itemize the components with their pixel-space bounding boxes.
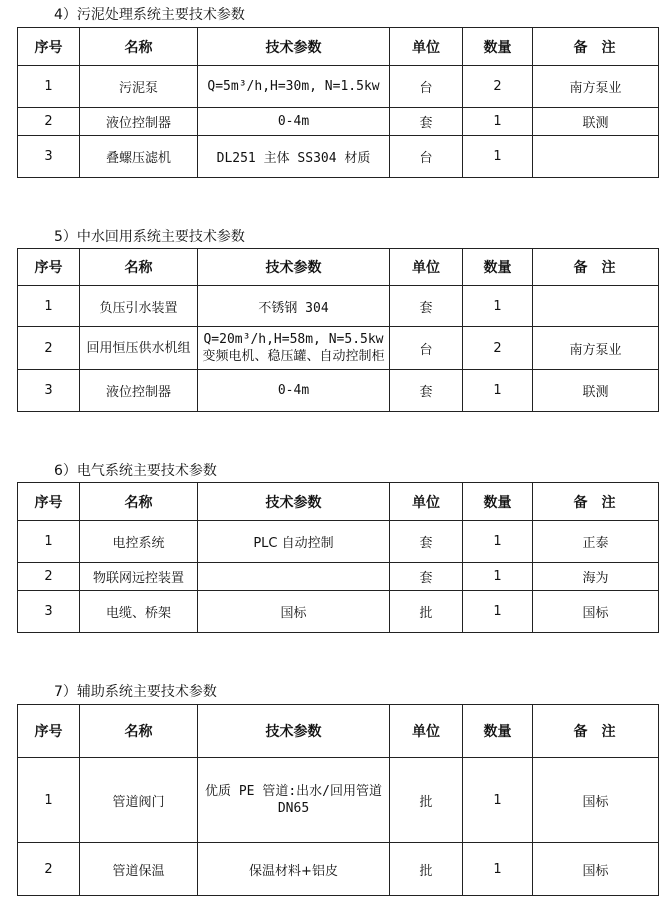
table-row <box>18 521 659 563</box>
table-header-row <box>18 705 659 758</box>
cell-qty: 1 <box>463 843 533 896</box>
table-row <box>18 843 659 896</box>
header-no: 序号 <box>18 249 80 286</box>
cell-no: 1 <box>18 66 80 108</box>
cell-name: 污泥泵 <box>80 66 198 108</box>
table-header-row <box>18 483 659 521</box>
table-electrical-system <box>17 482 659 633</box>
cell-name: 电控系统 <box>80 521 198 563</box>
cell-note: 南方泵业 <box>533 66 659 108</box>
header-note: 备注 <box>533 705 659 758</box>
cell-note <box>533 286 659 327</box>
cell-no: 1 <box>18 758 80 843</box>
section-title-electrical: 6）电气系统主要技术参数 <box>54 463 217 479</box>
cell-unit: 台 <box>390 136 463 178</box>
section-title-sludge: 4）污泥处理系统主要技术参数 <box>54 7 245 23</box>
header-name: 名称 <box>80 249 198 286</box>
header-no: 序号 <box>18 483 80 521</box>
cell-unit: 套 <box>390 108 463 136</box>
cell-no: 3 <box>18 591 80 633</box>
header-unit: 单位 <box>390 249 463 286</box>
cell-note: 联测 <box>533 108 659 136</box>
cell-qty: 1 <box>463 563 533 591</box>
cell-unit: 台 <box>390 66 463 108</box>
cell-params: Q=5m³/h,H=30m, N=1.5kw <box>198 66 390 108</box>
header-params: 技术参数 <box>198 705 390 758</box>
table-header-row <box>18 249 659 286</box>
cell-name: 管道保温 <box>80 843 198 896</box>
table-sludge-system <box>17 27 659 178</box>
cell-no: 3 <box>18 370 80 412</box>
table-row <box>18 66 659 108</box>
section-title-auxiliary: 7）辅助系统主要技术参数 <box>54 684 217 700</box>
table-row <box>18 563 659 591</box>
cell-unit: 套 <box>390 521 463 563</box>
cell-params <box>198 563 390 591</box>
cell-note <box>533 136 659 178</box>
cell-name: 回用恒压供水机组 <box>80 327 198 370</box>
cell-no: 2 <box>18 563 80 591</box>
header-note: 备注 <box>533 483 659 521</box>
cell-name: 负压引水装置 <box>80 286 198 327</box>
cell-params: 优质 PE 管道:出水/回用管道 DN65 <box>198 758 390 843</box>
header-qty: 数量 <box>463 483 533 521</box>
cell-name: 电缆、桥架 <box>80 591 198 633</box>
table-reuse-system <box>17 248 659 412</box>
section-title-reuse: 5）中水回用系统主要技术参数 <box>54 229 245 245</box>
cell-params: 国标 <box>198 591 390 633</box>
cell-params: PLC 自动控制 <box>198 521 390 563</box>
cell-params: 不锈钢 304 <box>198 286 390 327</box>
header-qty: 数量 <box>463 705 533 758</box>
header-name: 名称 <box>80 705 198 758</box>
cell-unit: 批 <box>390 843 463 896</box>
cell-no: 3 <box>18 136 80 178</box>
table-row <box>18 136 659 178</box>
header-no: 序号 <box>18 28 80 66</box>
cell-no: 2 <box>18 327 80 370</box>
header-params: 技术参数 <box>198 483 390 521</box>
cell-note: 正泰 <box>533 521 659 563</box>
table-auxiliary-system <box>17 704 659 896</box>
cell-note: 国标 <box>533 843 659 896</box>
header-unit: 单位 <box>390 483 463 521</box>
cell-unit: 批 <box>390 591 463 633</box>
header-note: 备注 <box>533 249 659 286</box>
cell-unit: 套 <box>390 370 463 412</box>
cell-note: 国标 <box>533 591 659 633</box>
cell-unit: 套 <box>390 286 463 327</box>
table-row <box>18 327 659 370</box>
cell-note: 国标 <box>533 758 659 843</box>
cell-name: 管道阀门 <box>80 758 198 843</box>
cell-qty: 1 <box>463 136 533 178</box>
header-qty: 数量 <box>463 249 533 286</box>
cell-name: 液位控制器 <box>80 370 198 412</box>
cell-params: Q=20m³/h,H=58m, N=5.5kw 变频电机、稳压罐、自动控制柜 <box>198 327 390 370</box>
cell-qty: 1 <box>463 758 533 843</box>
header-no: 序号 <box>18 705 80 758</box>
cell-note: 海为 <box>533 563 659 591</box>
cell-qty: 1 <box>463 286 533 327</box>
cell-params: 保温材料+铝皮 <box>198 843 390 896</box>
cell-params: 0-4m <box>198 108 390 136</box>
cell-note: 南方泵业 <box>533 327 659 370</box>
header-params: 技术参数 <box>198 28 390 66</box>
cell-no: 1 <box>18 286 80 327</box>
cell-qty: 2 <box>463 66 533 108</box>
cell-no: 2 <box>18 108 80 136</box>
cell-unit: 台 <box>390 327 463 370</box>
cell-unit: 批 <box>390 758 463 843</box>
header-note: 备注 <box>533 28 659 66</box>
cell-note: 联测 <box>533 370 659 412</box>
cell-qty: 2 <box>463 327 533 370</box>
cell-qty: 1 <box>463 370 533 412</box>
header-unit: 单位 <box>390 28 463 66</box>
cell-qty: 1 <box>463 521 533 563</box>
cell-qty: 1 <box>463 591 533 633</box>
table-row <box>18 108 659 136</box>
table-row <box>18 370 659 412</box>
header-qty: 数量 <box>463 28 533 66</box>
header-name: 名称 <box>80 483 198 521</box>
cell-name: 液位控制器 <box>80 108 198 136</box>
cell-unit: 套 <box>390 563 463 591</box>
table-row <box>18 591 659 633</box>
cell-name: 叠螺压滤机 <box>80 136 198 178</box>
header-name: 名称 <box>80 28 198 66</box>
cell-qty: 1 <box>463 108 533 136</box>
header-unit: 单位 <box>390 705 463 758</box>
table-row <box>18 758 659 843</box>
table-header-row <box>18 28 659 66</box>
cell-params: 0-4m <box>198 370 390 412</box>
cell-no: 1 <box>18 521 80 563</box>
cell-no: 2 <box>18 843 80 896</box>
table-row <box>18 286 659 327</box>
header-params: 技术参数 <box>198 249 390 286</box>
cell-params: DL251 主体 SS304 材质 <box>198 136 390 178</box>
cell-name: 物联网远控装置 <box>80 563 198 591</box>
